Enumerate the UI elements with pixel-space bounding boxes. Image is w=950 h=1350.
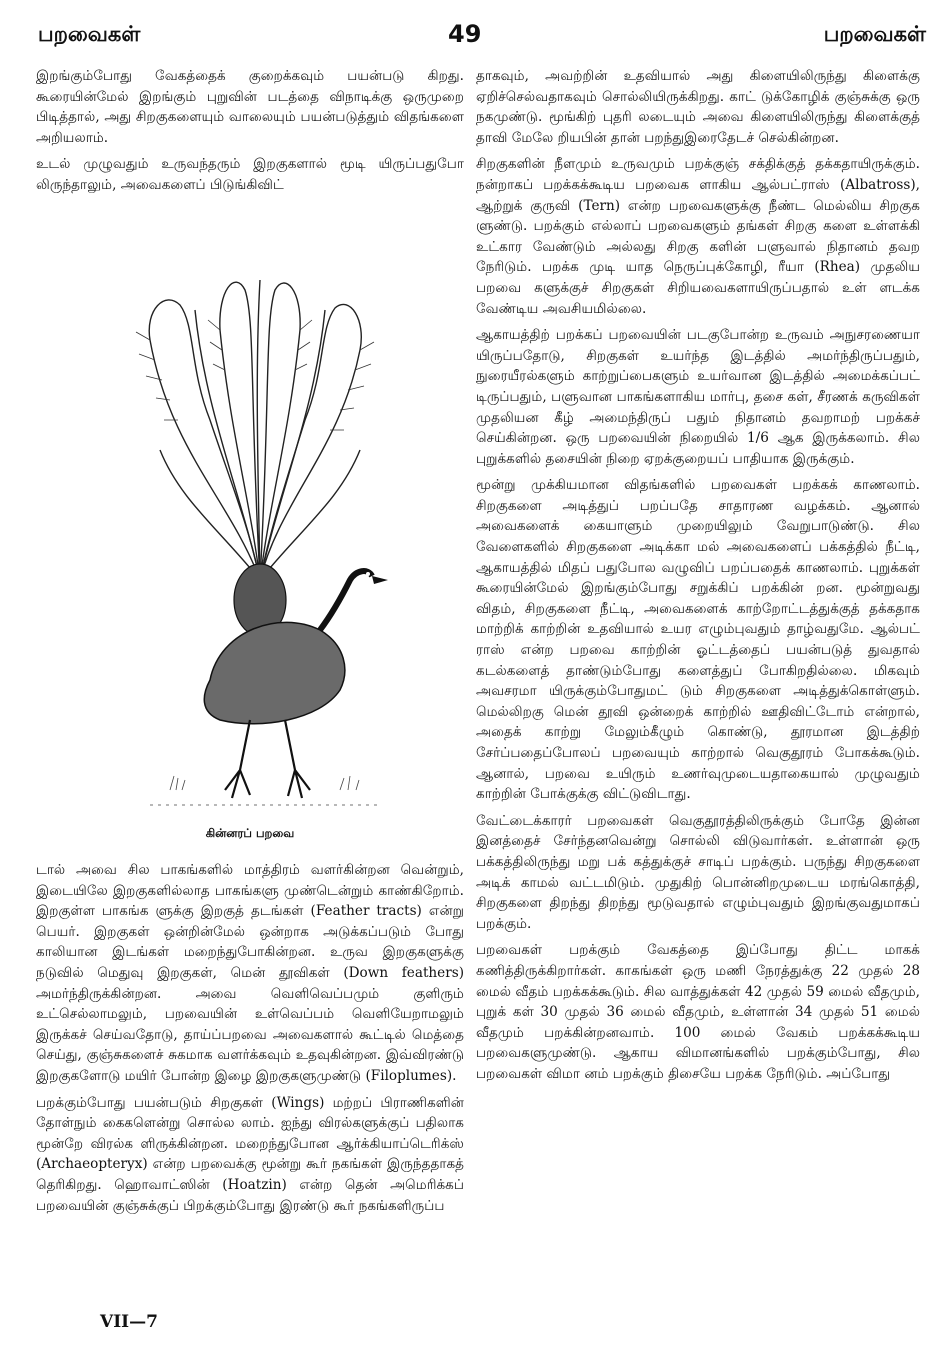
paragraph: டால் அவை சில பாகங்களில் மாத்திரம் வளர்கின்றன வென்றும், இடையிலே இறகுகளில்லாத பாகங்களு முண்டென்றும் காண்கிறோம். இறகுள்ள பாகங்க ளுக்கு இறகுத் தடங்கள் (Feather tracts) என்று பெயர். இறகுகள் ஒன்றின்மேல் ஒன்றாக அடுக்கப்படும் போது காலியான இடங்கள் மறைந்துபோகின்றன. உருவ இறகுகளுக்கு நடுவில் மெதுவு இறகுகள், மென் தூவிகள் (Down feathers) அமர்ந்திருக்கின்றன. அவை வெளிவெப்பமும் குளிரும் உட்செல்லாமலும், பறவையின் உள்வெப்பம் வெளியேறாமலும் இருக்கச் செய்வதோடு, தாய்ப்பறவை அவைகளால் கூட்டில் மெத்தை செய்து, குஞ்சுகளைச் சுகமாக வளர்க்கவும் உதவுகின்றன. இவ்விரண்டு இறகுகளோடு மயிர் போன்ற இழை இறகுகளுமுண்டு (Filoplumes).	[36, 862, 464, 1084]
running-title-left: பறவைகள்	[38, 22, 141, 46]
paragraph: பறவைகள் பறக்கும் வேகத்தை இப்போது திட்ட மாகக் கணித்திருக்கிறார்கள். காகங்கள் ஒரு மணி நேரத்துக்கு 22 முதல் 28 மைல் வீதம் பறக்கக்கூடும். சில வாத்துக்கள் 42 முதல் 59 மைல் வீதமும், புறுக் கள் 30 முதல் 36 மைல் வீதமும், உள்ளான் 34 முதல் 51 மைல் வீதமும் பறக்கின்றனவாம். 100 மைல் வேகம் பறக்கக்கூடிய பறவைகளுமுண்டு. ஆகாய விமானங்களில் பறக்கும்போது, சில பறவைகள் விமா னம் பறக்கும் திசையே பறக்க நேரிடும். அப்போது	[476, 942, 920, 1082]
page-header	[0, 0, 950, 60]
volume-signature: VII—7	[100, 1312, 158, 1332]
paragraph: இறங்கும்போது வேகத்தைக் குறைக்கவும் பயன்படு கிறது. கூரையின்மேல் இறங்கும் புறுவின் படத்தை விநாடிக்கு ஒருமுறை பிடித்தால், அது சிறகுகளையும் வாலையும் பயன்படுத்தும் விதங்களை அறியலாம்.	[36, 68, 464, 146]
paragraph: மூன்று முக்கியமான விதங்களில் பறவைகள் பறக்கக் காணலாம். சிறகுகளை அடித்துப் பறப்பதே சாதாரண வழக்கம். ஆனால் அவைகளைக் கையாளும் முறையிலும் வேறுபாடுண்டு. சில வேளைகளில் சிறகுகளை அடிக்கா மல் அவைகளைப் பக்கத்தில் நீட்டி, ஆகாயத்தில் மிதப் பதுபோல வழுவிப் பறப்பதைக் காணலாம். புறுக்கள் கூரையின்மேல் இறங்கும்போது சறுக்கிப் பறக்கின் றன. மூன்றுவது விதம், சிறகுகளை நீட்டி, அவைகளைக் காற்றோட்டத்துக்குத் தக்கதாக மாற்றிக் காற்றின் உதவியால் உயர எழும்புவதும் தாழ்வதுமே. ஆல்பட் ராஸ் என்ற பறவை காற்றின் ஓட்டத்தைப் பயன்படுத் துவதால் கடல்களைத் தாண்டும்போது களைத்துப் போகிறதில்லை. மிகவும் அவசரமா யிருக்கும்போதுமட் டும் சிறகுகளை அடித்துக்கொள்ளும். மெல்லிறகு மென் தூவி ஒன்றைக் காற்றில் ஊதிவிட்டோம் என்றால், அதைக் காற்று மேலும்கீழும் கொண்டு, தூரமான இடத்திற் சேர்ப்பதைப்போலப் பறவையும் காற்றால் வெகுதூரம் போகக்கூடும். ஆனால், பறவை உயிரும் உணர்வுமுடையதாகையால் முழுவதும் காற்றின் போக்குக்கு விட்டுவிடாது.	[476, 477, 920, 803]
page-number: 49	[448, 20, 482, 48]
lyrebird-drawing	[110, 250, 410, 830]
lyrebird-illustration	[110, 250, 410, 830]
right-column	[476, 66, 920, 1091]
paragraph: உடல் முழுவதும் உருவந்தரும் இறகுகளால் மூடி யிருப்பதுபோ லிருந்தாலும், அவைகளைப் பிடுங்கிவிட்	[36, 156, 464, 193]
running-title-right: பறவைகள்	[823, 22, 926, 46]
paragraph: சிறகுகளின் நீளமும் உருவமும் பறக்குஞ் சக்திக்குத் தக்கதாயிருக்கும். நன்றாகப் பறக்கக்கூடிய பறவைக ளாகிய ஆல்பட்ராஸ் (Albatross), ஆற்றுக் குருவி (Tern) என்ற பறவைகளுக்கு நீண்ட மெல்லிய சிறகுக ளுண்டு. பறக்கும் எல்லாப் பறவைகளும் தங்கள் சிறகு களை உள்ளக்கி உட்கார வேண்டும் அல்லது சிறகு களின் பளுவால் நிதானம் தவற நேரிடும். பறக்க முடி யாத நெருப்புக்கோழி, ரீயா (Rhea) முதலிய பறவை களுக்குச் சிறகுகள் சிறியவைகளாயிருப்பதால் உள் ளடக்க வேண்டிய அவசியமில்லை.	[476, 156, 920, 317]
paragraph: பறக்கும்போது பயன்படும் சிறகுகள் (Wings) மற்றப் பிராணிகளின் தோள்நும் கைகளென்று சொல்ல லாம். ஐந்து விரல்களுக்குப் பதிலாக மூன்றே விரல்க ளிருக்கின்றன. மறைந்துபோன ஆர்க்கியாப்டெரிக்ஸ் (Archaeopteryx) என்ற பறவைக்கு மூன்று கூர் நகங்கள் இருந்ததாகத் தெரிகிறது. ஹொவாட்ஸின் (Hoatzin) என்ற தென் அமெரிக்கப் பறவையின் குஞ்சுக்குப் பிறக்கும்போது இரண்டு கூர் நகங்களிருப்ப	[36, 1094, 464, 1214]
figure-caption: கின்னரப் பறவை	[205, 826, 295, 840]
paragraph: வேட்டைக்காரர் பறவைகள் வெகுதூரத்திலிருக்கும் போதே இன்ன இனத்தைச் சேர்ந்தனவென்று சொல்லி விடுவார்கள். உள்ளான் ஒரு பக்கத்திலிருந்து மறு பக் கத்துக்குச் சாடிப் பறக்கும். பருந்து சிறகுகளை அடிக் காமல் வட்டமிடும். முதுகிற் பொன்னிறமுடைய மரங்கொத்தி, சிறகுகளை திறந்து திறந்து மூடுவதால் எழும்புவதும் இறங்குவதுமாகப் பறக்கும்.	[476, 812, 920, 932]
paragraph: தாகவும், அவற்றின் உதவியால் அது கிளையிலிருந்து கிளைக்கு ஏறிச்செல்வதாகவும் சொல்லியிருக்கிறது. காட் டுக்கோழிக் குஞ்சுக்கு ஒரு நகமுண்டு. மூங்கிற் புதரி லடையும் அவை கிளையிலிருந்து கிளைக்குத் தாவி மேலே றியபின் தான் பறந்துஇரைதேடச் செல்கின்றன.	[476, 68, 920, 146]
left-column-bottom	[36, 860, 464, 1222]
left-column-top	[36, 66, 464, 202]
paragraph: ஆகாயத்திற் பறக்கப் பறவையின் படகுபோன்ற உருவம் அநுசரணையா யிருப்பதோடு, சிறகுகள் உயர்ந்த இடத்தில் அமர்ந்திருப்பதும், நுரையீரல்களும் காற்றுப்பைகளும் உயர்வான இடத்தில் அமைக்கப்பட் டிருப்பதும், பளுவான பாகங்களாகிய மார்பு, தசை கள், சீரணக் கருவிகள் முதலியன கீழ் அமைந்திருப் பதும் நிதானம் தவறாமற் பறக்கச் செய்கின்றன. ஒரு பறவையின் நிறையில் 1/6 ஆக இருக்கலாம். சில புறுக்களில் தசையின் நிறை ஏறக்குறையப் பாதியாக இருக்கும்.	[476, 327, 920, 467]
